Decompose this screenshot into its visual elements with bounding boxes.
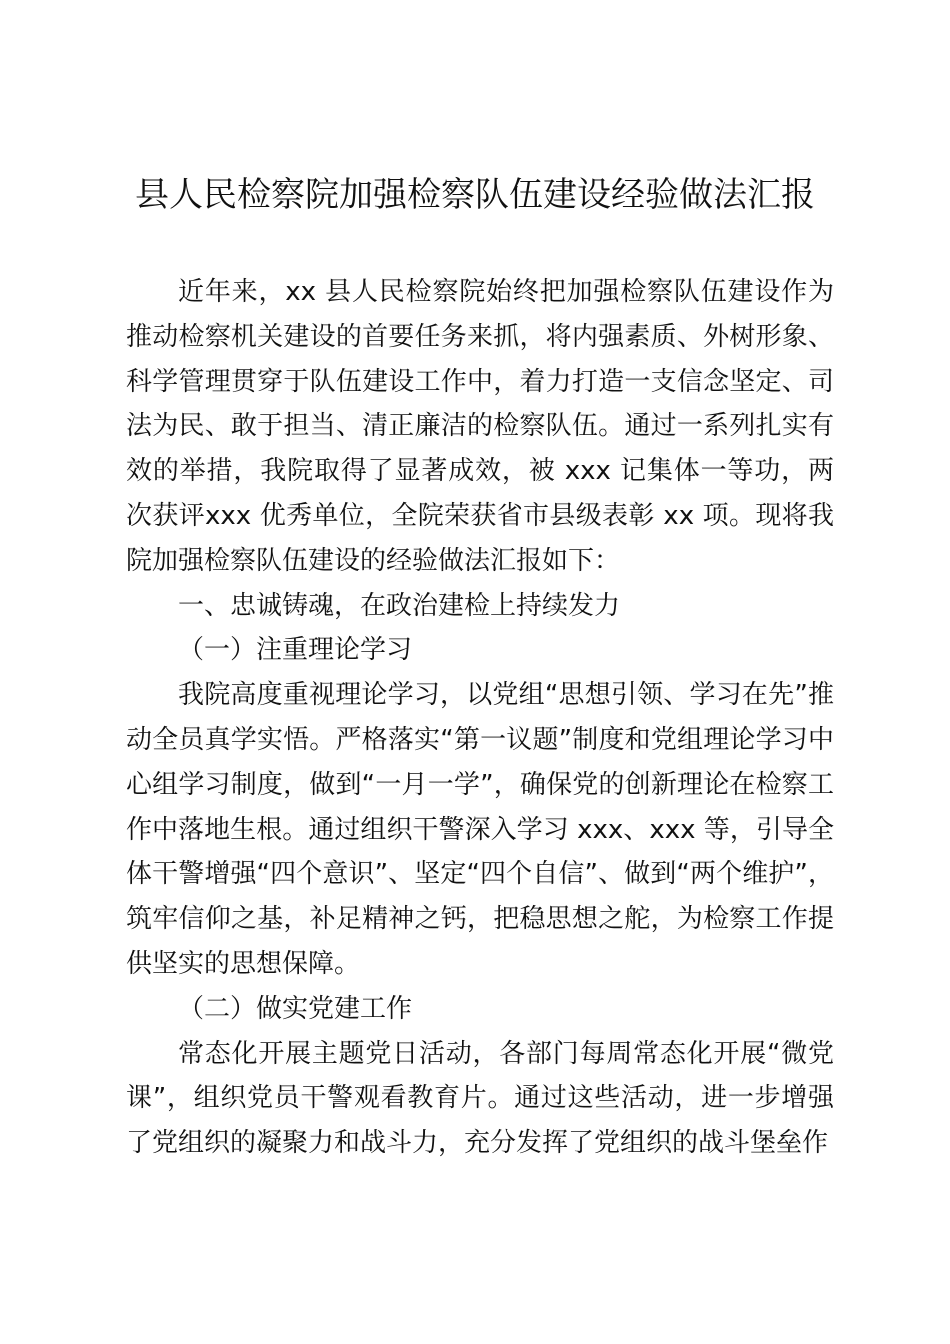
subsection-heading-1: （一）注重理论学习	[178, 635, 413, 666]
section-heading-1: 一、忠诚铸魂，在政治建检上持续发力	[178, 590, 621, 621]
subsection-heading-2: （二）做实党建工作	[178, 993, 413, 1024]
document-body	[126, 270, 834, 1166]
subsection-paragraph-1: 我院高度重视理论学习，以党组“思想引领、学习在先”推动全员真学实悟。严格落实“第一议题”制度和党组理论学习中心组学习制度，做到“一月一学”，确保党的创新理论在检察工作中落地生根。通过组织干警深入学习 xxx、xxx 等，引导全体干警增强“四个意识”、坚定“四个自信”、做到“两个维护”，筑牢信仰之基，补足精神之钙，把稳思想之舵，为检察工作提供坚实的思想保障。	[126, 680, 834, 979]
document-title: 县人民检察院加强检察队伍建设经验做法汇报	[135, 175, 815, 215]
intro-paragraph: 近年来，xx 县人民检察院始终把加强检察队伍建设作为推动检察机关建设的首要任务来抓，将内强素质、外树形象、科学管理贯穿于队伍建设工作中，着力打造一支信念坚定、司法为民、敢于担当、清正廉洁的检察队伍。通过一系列扎实有效的举措，我院取得了显著成效，被 xxx 记集体一等功，两次获评xxx 优秀单位，全院荣获省市县级表彰 xx 项。现将我院加强检察队伍建设的经验做法汇报如下：	[126, 277, 834, 576]
subsection-paragraph-2: 常态化开展主题党日活动，各部门每周常态化开展“微党课”，组织党员干警观看教育片。通过这些活动，进一步增强了党组织的凝聚力和战斗力，充分发挥了党组织的战斗堡垒作	[126, 1038, 834, 1159]
